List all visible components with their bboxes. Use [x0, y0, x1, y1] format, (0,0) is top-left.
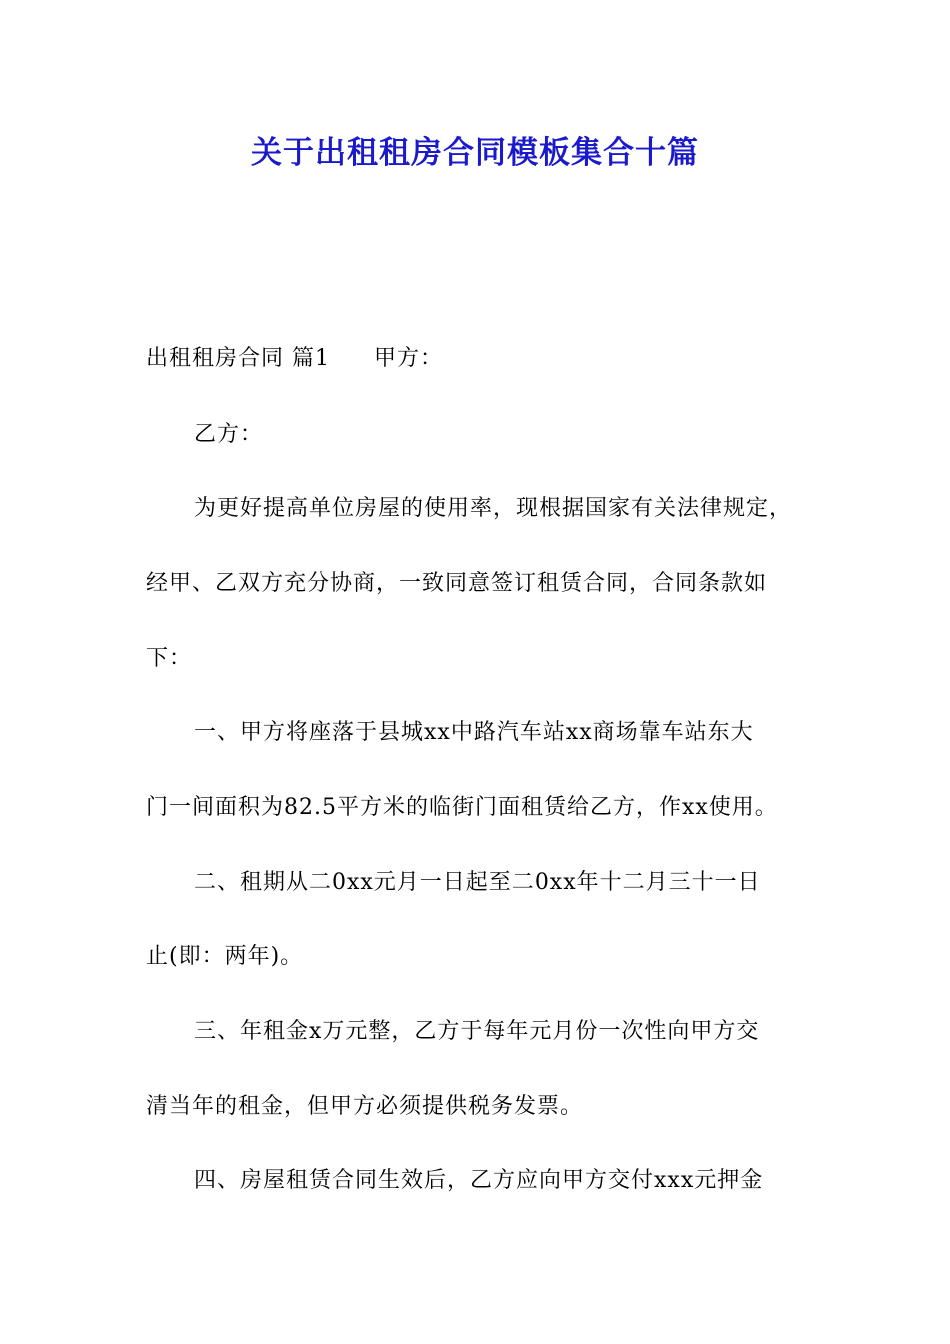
paragraph-line: 为更好提高单位房屋的使用率，现根据国家有关法律规定，: [194, 496, 793, 521]
party-b-label: 乙方：: [194, 422, 264, 447]
paragraph-line: 止(即：两年)。: [146, 944, 304, 969]
paragraph-line: 下：: [146, 646, 193, 671]
section-heading-line: [146, 342, 826, 376]
paragraph-line: 四、房屋租赁合同生效后，乙方应向甲方交付xxx元押金: [194, 1168, 764, 1193]
document-title: 关于出租租房合同模板集合十篇: [251, 135, 699, 171]
paragraph-line: 一、甲方将座落于县城xx中路汽车站xx商场靠车站东大: [194, 720, 754, 745]
paragraph-line: 二、租期从二0xx元月一日起至二0xx年十二月三十一日: [194, 870, 761, 895]
section-heading: 出租租房合同 篇1: [146, 346, 330, 371]
paragraph-line: 三、年租金x万元整，乙方于每年元月份一次性向甲方交: [194, 1019, 760, 1044]
paragraph-line: 门一间面积为82.5平方米的临街门面租赁给乙方，作xx使用。: [146, 795, 778, 820]
party-a-label: 甲方：: [374, 346, 444, 371]
paragraph-line: 清当年的租金，但甲方必须提供税务发票。: [146, 1094, 584, 1119]
paragraph-line: 经甲、乙双方充分协商，一致同意签订租赁合同，合同条款如: [146, 571, 768, 596]
